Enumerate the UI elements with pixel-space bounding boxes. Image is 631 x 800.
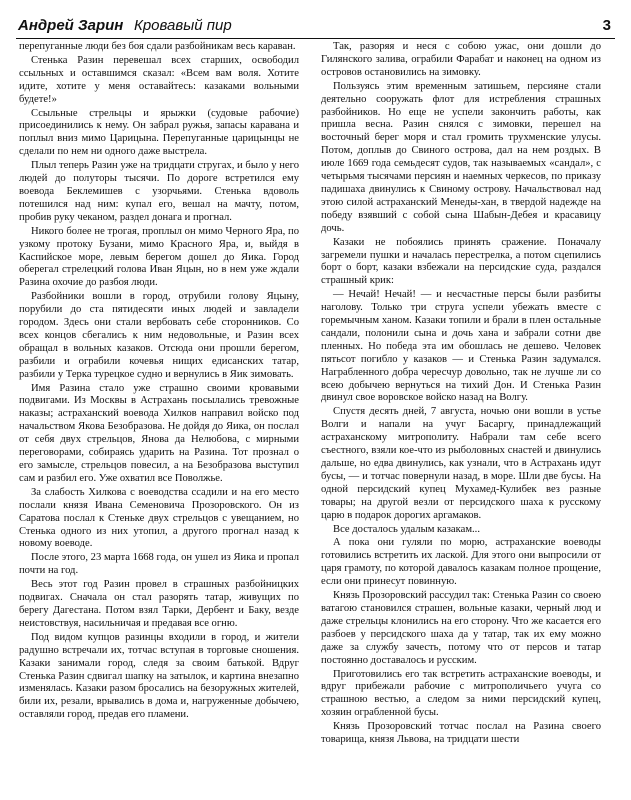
paragraph: Так, разоряя и неся с собою ужас, они дошли до Гилянского залива, ограбили Фарабат и наконец на одном из островов остановились на зимовку. [321, 41, 601, 78]
paragraph: Стенька Разин перевешал всех старших, освободил ссыльных и оставшимся сказал: «Всем вам воля. Хотите идите, хотите у меня оставайтесь: казаками вольными будете!» [19, 54, 299, 105]
paragraph: Князь Прозоровский тотчас послал на Разина своего товарища, князя Львова, на тридцати шести [321, 721, 601, 746]
paragraph: Пользуясь этим временным затишьем, персияне стали деятельно сооружать флот для истребления страшных разбойников. Но еще не успели закончить работы, как пришла весна. Разин снялся с зимовки, перешел на восточный берег моря и стал громить трухменские улусы. Потом, доплыв до Свиного острова, дал на нем роздых. В июле 1669 года семьдесят судов, так называемых «сандал», с четырьмя тысячами персиян и наемных черкесов, по приказу падишаха двинулись к Свиному острову. Начальствовал над этою силой астраханский Менеды-хан, в твердой надежде на победу взявший с собой сына Шабын-Дебея и красавицу дочь. [321, 80, 601, 234]
paragraph: Ссыльные стрельцы и ярыжки (судовые рабочие) присоединились к нему. Он забрал ружья, запасы каравана и поплыл вниз мимо Царицына. Перепуганные царицынцы не сделали по нем ни одного даже выстрела. [19, 107, 299, 158]
left-text-column [19, 41, 299, 723]
paragraph: Казаки не побоялись принять сражение. Поначалу загремели пушки и началась перестрелка, а потом сцепились борт о борт, казаки взбежали на персидские суда, раздался страшный крик: [321, 236, 601, 287]
paragraph: Разбойники вошли в город, отрубили голову Яцыну, порубили до ста пятидесяти иных людей и завладели городом. Здесь они стали вербовать себе сторонников. Со всех концов сбегались к ним недовольные, и Разин всех обращал в вольных казаков. Отсюда они прошли берегом, разбили и ограбили кочевья нищих едисанских татар, разбили у Терка турецкое судно и вернулись в Яик зимовать. [19, 291, 299, 380]
header-title: Кровавый пир [134, 17, 232, 34]
right-text-column [321, 41, 601, 748]
paragraph: — Нечай! Нечай! — и несчастные персы были разбиты наголову. Только три струга успели убежать вместе с горемычным ханом. Казаки топили и брали в плен остальные сандали, полонили сына и дочь хана и забрали сотни две пленных. Но победа эта им обошлась не дешево. Человек пятьсот погибло у казаков — и Стенька Разин задумался. Награбленного добра чересчур довольно, так не лучше ли со всею добычею вернуться на тихий Дон. И Стенька Разин двинул свое воровское войско назад на Волгу. [321, 289, 601, 404]
paragraph: За слабость Хилкова с воеводства ссадили и на его место послали князя Ивана Семеновича Прозоровского. Он из Саратова послал к Стеньке двух стрельцов с увещанием, но Стенька одного из них утопил, а другого прогнал назад к новому воеводе. [19, 486, 299, 550]
paragraph: Князь Прозоровский рассудил так: Стенька Разин со своею ватагою становился страшен, вольные казаки, черный люд и даже стрельцы клонились на его сторону. Что же касается его разбоев у персидского шаха да у татар, так их ему можно даже за службу зачесть, потому что от персов и татар постоянно доставалось и русским. [321, 590, 601, 666]
header-author: Андрей Зарин [18, 17, 124, 34]
paragraph: Весь этот год Разин провел в страшных разбойницких подвигах. Сначала он стал разорять татар, живущих по берегу Дагестана. Потом взял Тарки, Дербент и Баку, везде неистовствуя, насильничая и предавая все огню. [19, 579, 299, 629]
paragraph: Имя Разина стало уже страшно своими кровавыми подвигами. Из Москвы в Астрахань посылались тревожные наказы; астраханский воевода Хилков направил войско под начальством Якова Безобразова. Не дойдя до Яика, он послал от себя двух стрельцов, Янова да Нелюбова, с мирными переговорами, собираясь ударить на Разина. Тот прознал о его замысле, стрельцов повесил, а на Безобразова выступил сам и разбил его. Уже охватил все Поволжье. [19, 382, 299, 484]
paragraph: Все досталось удалым казакам... [333, 523, 480, 535]
paragraph: После этого, 23 марта 1668 года, он ушел из Яика и пропал почти на год. [19, 552, 299, 577]
running-header [16, 14, 615, 39]
paragraph: перепуганные люди без боя сдали разбойникам весь караван. [19, 41, 296, 52]
paragraph: Спустя десять дней, 7 августа, ночью они вошли в устье Волги и напали на учуг Басаргу, принадлежащий астраханскому митрополиту. Набрали там себе всего съестного, взяли кое-что из рыболовных снастей и двинулись дальше, но едва двинулись, как узнали, что в Астрахань идут бусы, — и тотчас повернули назад, в море. Шли две бусы. На одной персидский купец Мухамед-Кулибек вез разные товары; на другой везли от персидского шаха к русскому царю в подарок дорогих аргамаков. [321, 406, 601, 521]
paragraph: Никого более не трогая, проплыл он мимо Черного Яра, по узкому протоку Бузани, мимо Красного Яра, и, выйдя в Каспийское море, левым берегом дошел до Яика. Город оберегал стрелецкий голова Иван Яцын, но в нем уже ждали Разина охочие до разбоя люди. [19, 225, 299, 289]
page-number: 3 [602, 17, 611, 34]
paragraph: А пока они гуляли по морю, астраханские воеводы готовились встретить их лаской. Для этого они выпросили от царя грамоту, по которой давалось казакам полное прощение, если они принесут повинную. [321, 537, 601, 588]
paragraph: Приготовились его так встретить астраханские воеводы, и вдруг прибежали рабочие с митрополичьего учуга со страшною вестью, а следом за ними персидский купец, хозяин ограбленной бусы. [321, 668, 601, 719]
paragraph: Под видом купцов разинцы входили в город, и жители радушно встречали их, тотчас вступая в торговые сношения. Казаки занимали город, следя за своим батькой. Вдруг Стенька Разин сдвигал шапку на затылок, и картина внезапно изменялась. Казаки разом бросались на безоружных жителей, били их, резали, врывались в дома и, нагруженные добычею, оставляли город, предав его пламени. [19, 631, 299, 721]
paragraph: Плыл теперь Разин уже на тридцати стругах, и было у него людей до полуторы тысячи. По дороге встретился ему воевода Беклемишев с узорчьями. Стенька вдоволь потешился над ним: купал его, вешал на мачту, потом, пробив руку чеканом, раздел донага и прогнал. [19, 160, 299, 223]
